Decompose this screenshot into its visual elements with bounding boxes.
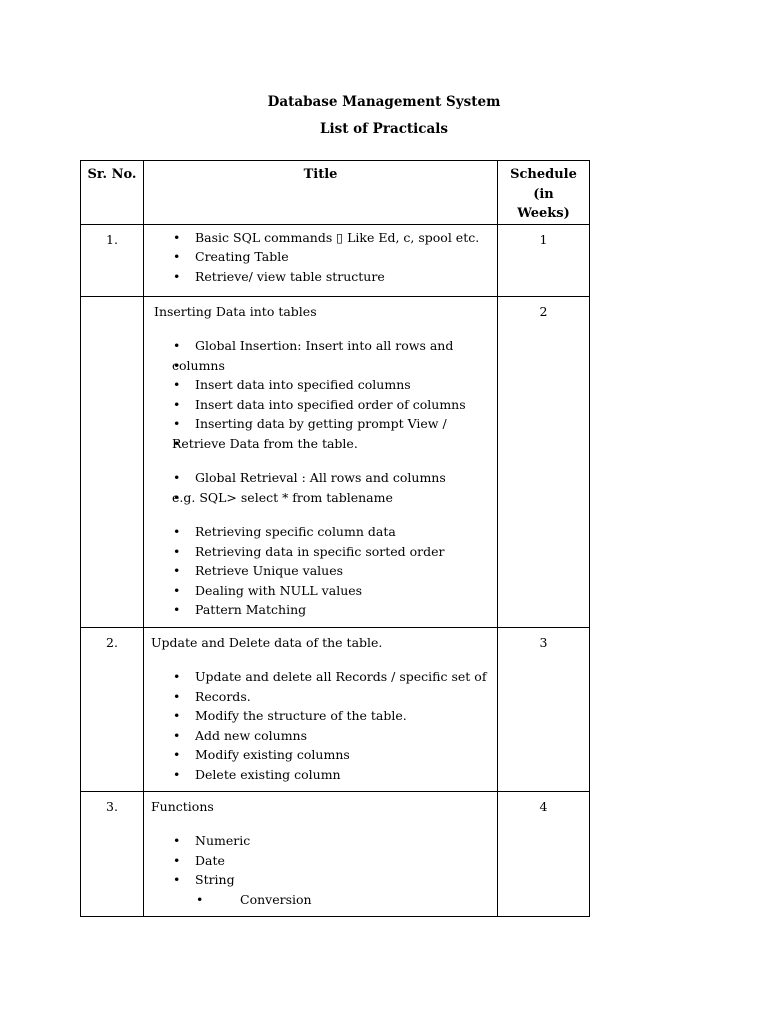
table-row <box>81 296 590 627</box>
title-cell <box>144 296 498 627</box>
list-item: • Numeric <box>150 831 491 851</box>
document-title: Database Management System <box>267 94 501 110</box>
list-item: • Inserting data by getting prompt View / <box>150 414 491 434</box>
column-header-schedule: Schedule (in Weeks) <box>498 161 590 225</box>
column-header-sr-no: Sr. No. <box>81 161 144 225</box>
list-item: • Retrieving specific column data <box>150 522 491 542</box>
table-row <box>81 224 590 296</box>
list-item: • Conversion <box>150 890 491 910</box>
title-cell <box>144 224 498 296</box>
list-item: • Basic SQL commands ▯ Like Ed, c, spool etc. <box>150 228 491 248</box>
title-cell <box>144 791 498 916</box>
list-item: • Retrieving data in specific sorted order <box>150 542 491 562</box>
list-item: • Modify the structure of the table. <box>150 706 491 726</box>
list-item: • Retrieve Unique values <box>150 561 491 581</box>
list-item: • Global Retrieval : All rows and columns <box>150 468 491 488</box>
table-row <box>81 627 590 791</box>
schedule-cell: 1 <box>498 224 590 296</box>
row-intro-text: Inserting Data into tables <box>154 303 317 319</box>
list-item: • Dealing with NULL values <box>150 581 491 601</box>
list-item: • Retrieve/ view table structure <box>150 267 491 287</box>
practicals-table <box>80 160 590 917</box>
list-item: • Insert data into specified order of columns <box>150 395 491 415</box>
list-item: • Date <box>150 851 491 871</box>
title-cell <box>144 627 498 791</box>
list-item: • String <box>150 870 491 890</box>
sr-no-cell <box>81 296 144 627</box>
table-header-row <box>81 161 590 225</box>
column-header-title: Title <box>144 161 498 225</box>
row-intro-text: Update and Delete data of the table. <box>151 634 383 650</box>
row-intro-text: Functions <box>151 798 214 814</box>
document-subtitle: List of Practicals <box>320 121 448 137</box>
table-row <box>81 791 590 916</box>
schedule-cell: 2 <box>498 296 590 627</box>
schedule-cell: 4 <box>498 791 590 916</box>
sr-no-cell: 1. <box>81 224 144 296</box>
sr-no-cell: 2. <box>81 627 144 791</box>
list-item-continuation: • Records. <box>150 687 491 707</box>
list-item: • Add new columns <box>150 726 491 746</box>
list-item-continuation: • Retrieve Data from the table. <box>150 434 491 454</box>
list-item: • Creating Table <box>150 247 491 267</box>
schedule-cell: 3 <box>498 627 590 791</box>
list-item: • Pattern Matching <box>150 600 491 620</box>
sr-no-cell: 3. <box>81 791 144 916</box>
list-item: • Insert data into specified columns <box>150 375 491 395</box>
list-item-continuation: • columns <box>150 356 491 376</box>
list-item: • Delete existing column <box>150 765 491 785</box>
list-item: • Modify existing columns <box>150 745 491 765</box>
list-item: • Global Insertion: Insert into all rows and <box>150 336 491 356</box>
list-item: • Update and delete all Records / specific set of <box>150 667 491 687</box>
list-item-continuation: • e.g. SQL> select * from tablename <box>150 488 491 508</box>
